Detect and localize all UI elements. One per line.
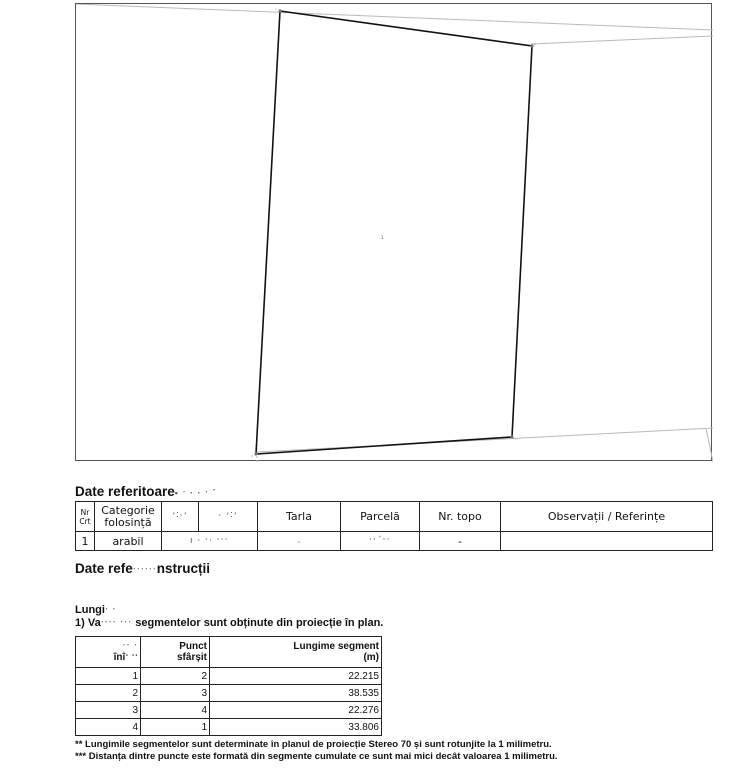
cell-parcela: ˑˑˊˑˑ [341, 532, 420, 551]
vertex-label-3: 3 [514, 437, 516, 441]
vertex-1 [278, 9, 281, 12]
len-header-b: (m) [363, 652, 379, 663]
header-smudge-2: ˑ ʼ˸ʼ [199, 502, 258, 532]
segment-end: 2 [141, 668, 210, 685]
vertex-label-2: 2 [534, 42, 536, 46]
segments-table [75, 636, 382, 736]
ref-title-smudge: ▪ ˑ · · ˑ ´ [174, 488, 217, 498]
vertex-4 [254, 452, 257, 455]
segment-row [76, 719, 382, 736]
header-tarla: Tarla [258, 502, 341, 532]
segment-end: 1 [141, 719, 210, 736]
vertex-label-1: 1 [275, 7, 277, 11]
cell-topo: - [420, 532, 501, 551]
vertex-label-4: 4 [251, 454, 253, 458]
header-parcela: Parcelă [341, 502, 420, 532]
parcel-label: 1 [381, 235, 384, 240]
segment-row [76, 702, 382, 719]
header-topo: Nr. topo [420, 502, 501, 532]
cell-categorie: arabil [95, 532, 162, 551]
note1-end: segmentelor sunt obținute din proiecție în plan. [135, 617, 384, 629]
constructions-section-title [75, 561, 210, 576]
header-start-point [76, 637, 141, 668]
note1-start: 1) Va [75, 617, 101, 629]
header-nr: Nr Crt [76, 502, 95, 532]
reference-row [76, 532, 713, 551]
constr-title-smudge: ˑˑˑˑˑˑ [132, 565, 157, 575]
plan-drawing [76, 4, 713, 462]
note1-smudge: ˑˑˑˑ ˑˑˑ [100, 618, 133, 628]
cell-observatii [501, 532, 713, 551]
footnote-1: ** Lungimile segmentelor sunt determinate în planul de proiecție Stereo 70 și sunt rotunjite la 1 milimetru. [75, 739, 552, 750]
header-end-point [141, 637, 210, 668]
header-smudge-1: ʼ˸ˑʼ [162, 502, 199, 532]
len-header-a: Lungime segment [293, 641, 379, 652]
segment-row [76, 685, 382, 702]
footnote-2: *** Distanța dintre puncte este formată din segmente cumulate ce sunt mai mici decât valoarea 1 milimetru. [75, 751, 558, 762]
neighbor-line-bottom [256, 428, 713, 452]
cell-smudge: ı · ˑ· ˑˑˑ [162, 532, 258, 551]
start-header-text: înîˑ ˑˑ [113, 652, 138, 663]
segment-end: 3 [141, 685, 210, 702]
reference-header-row [76, 502, 713, 532]
end-header-a: Punct [179, 641, 207, 652]
parcel-boundary [256, 11, 532, 454]
lengths-note-1 [75, 617, 383, 629]
cell-tarla: - [258, 532, 341, 551]
segment-row [76, 668, 382, 685]
lengths-title-text: Lungi [75, 604, 105, 616]
lengths-title-smudge: ˑ ˑ [104, 605, 117, 615]
segment-start: 3 [76, 702, 141, 719]
segment-start: 2 [76, 685, 141, 702]
constr-title-end: nstrucții [156, 561, 211, 576]
segment-length: 22.215 [210, 668, 382, 685]
cadastral-plan [75, 3, 712, 461]
start-header-smudge: ˑˑ ˑ [122, 641, 138, 651]
header-segment-length [210, 637, 382, 668]
segments-header-row [76, 637, 382, 668]
segment-length: 22.276 [210, 702, 382, 719]
lengths-section-title [75, 604, 116, 616]
segment-end: 4 [141, 702, 210, 719]
header-categorie: Categorie folosință [95, 502, 162, 532]
segment-length: 38.535 [210, 685, 382, 702]
reference-table [75, 501, 713, 551]
cell-nr: 1 [76, 532, 95, 551]
ref-title-text: Date referitoare [75, 484, 175, 499]
constr-title-start: Date refe [75, 561, 133, 576]
segment-start: 1 [76, 668, 141, 685]
neighbor-line-corner [706, 428, 713, 462]
segment-length: 33.806 [210, 719, 382, 736]
segment-start: 4 [76, 719, 141, 736]
ref-section-title [75, 484, 216, 499]
end-header-b: sfârșit [176, 652, 207, 663]
neighbor-line-right [531, 36, 713, 44]
header-observatii: Observații / Referințe [501, 502, 713, 532]
